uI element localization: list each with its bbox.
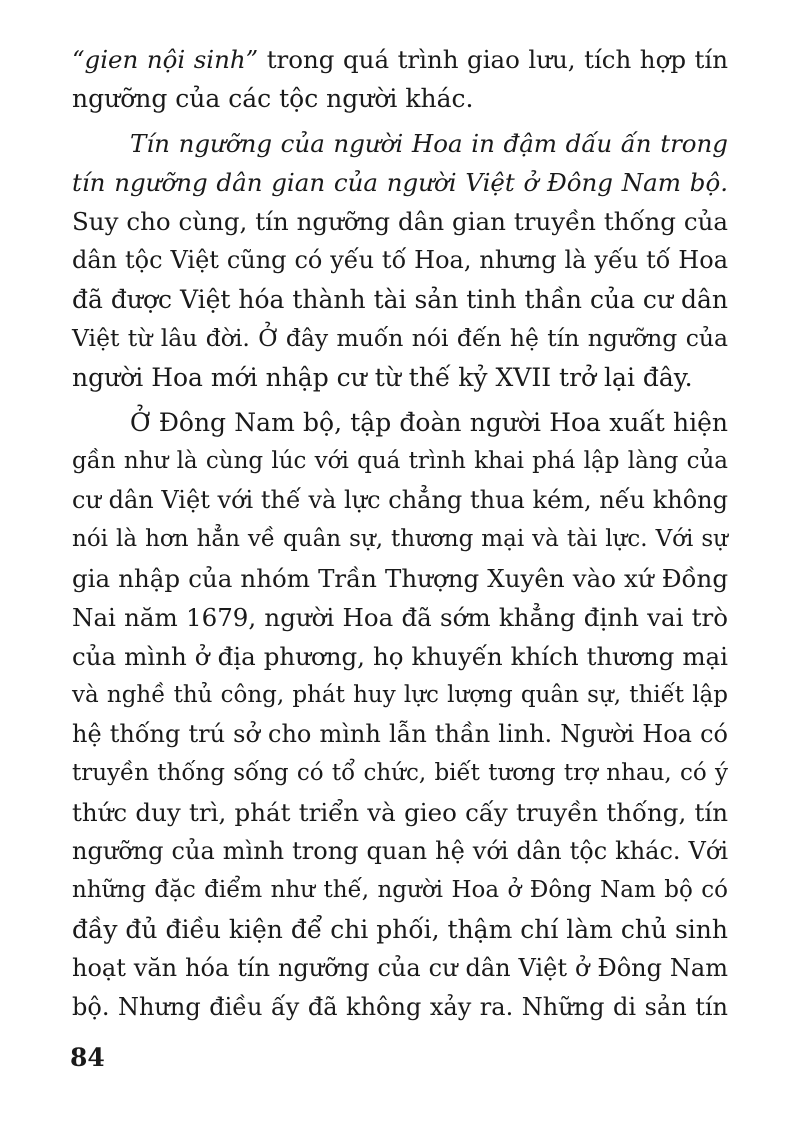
text-line: của mình ở địa phương, họ khuyến khích thương mại xyxy=(72,642,728,671)
text-line: đã được Việt hóa thành tài sản tinh thần của cư dân xyxy=(72,285,728,314)
text-line: ngưỡng của các tộc người khác. xyxy=(72,84,474,113)
text-line: Ở Đông Nam bộ, tập đoàn người Hoa xuất hiện xyxy=(130,408,728,437)
text-line xyxy=(72,40,728,79)
text-line: nói là hơn hẳn về quân sự, thương mại và tài lực. Với sự xyxy=(72,526,728,552)
text-line: gia nhập của nhóm Trần Thượng Xuyên vào xứ Đồng xyxy=(72,564,728,593)
text-line-italic: Tín ngưỡng của người Hoa in đậm dấu ấn trong xyxy=(130,129,728,158)
text-line: gần như là cùng lúc với quá trình khai phá lập làng của xyxy=(72,448,728,474)
text-line: Việt từ lâu đời. Ở đây muốn nói đến hệ tín ngưỡng của xyxy=(72,324,728,352)
text-line: truyền thống sống có tổ chức, biết tương trợ nhau, có ý xyxy=(72,760,728,786)
paragraph-3 xyxy=(72,403,728,1027)
text-line: hoạt văn hóa tín ngưỡng của cư dân Việt ở Đông Nam xyxy=(72,954,728,982)
text-line: và nghề thủ công, phát huy lực lượng quân sự, thiết lập xyxy=(72,682,728,708)
text-line: Suy cho cùng, tín ngưỡng dân gian truyền thống của xyxy=(72,207,728,236)
text-line: thức duy trì, phát triển và gieo cấy truyền thống, tín xyxy=(72,798,728,827)
text-line: bộ. Nhưng điều ấy đã không xảy ra. Những di sản tín xyxy=(72,993,728,1021)
text-line: những đặc điểm như thế, người Hoa ở Đông Nam bộ có xyxy=(72,877,728,903)
text-line-italic: tín ngưỡng dân gian của người Việt ở Đông Nam bộ. xyxy=(72,168,728,197)
paragraph-1 xyxy=(72,40,728,118)
text-line: cư dân Việt với thế và lực chẳng thua kém, nếu không xyxy=(72,486,728,514)
page-number: 84 xyxy=(70,1043,105,1072)
text-line: hệ thống trú sở cho mình lẫn thần linh. Người Hoa có xyxy=(72,720,728,748)
text-line: Nai năm 1679, người Hoa đã sớm khẳng định vai trò xyxy=(72,603,728,632)
text-line: đầy đủ điều kiện để chi phối, thậm chí làm chủ sinh xyxy=(72,915,729,944)
paragraph-2 xyxy=(72,124,728,397)
italic-phrase: “gien nội sinh” xyxy=(72,45,259,74)
text-line: dân tộc Việt cũng có yếu tố Hoa, nhưng là yếu tố Hoa xyxy=(72,246,728,274)
page-body xyxy=(72,40,728,1027)
text-span: trong quá trình giao lưu, tích hợp tín xyxy=(258,45,728,74)
text-line: người Hoa mới nhập cư từ thế kỷ XVII trở lại đây. xyxy=(72,363,693,392)
text-line: ngưỡng của mình trong quan hệ với dân tộc khác. Với xyxy=(72,837,728,865)
